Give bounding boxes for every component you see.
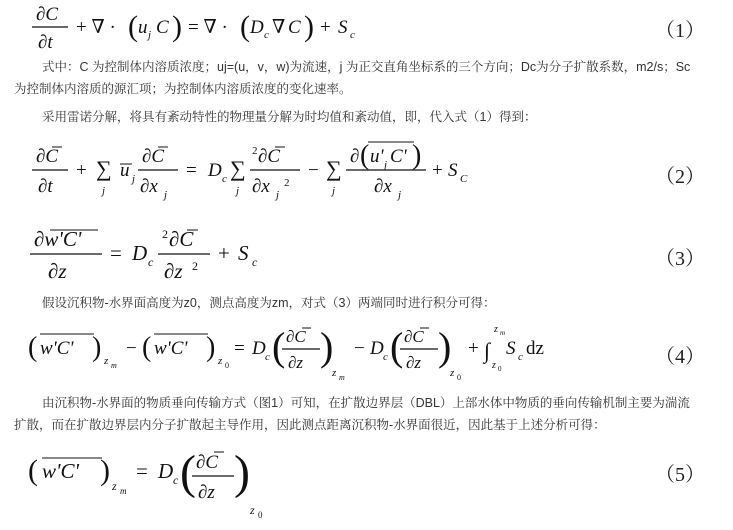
svg-text:c: c: [173, 473, 179, 487]
svg-text:u: u: [120, 160, 130, 181]
svg-text:(: (: [28, 332, 38, 363]
svg-text:∂t: ∂t: [38, 176, 53, 197]
paragraph-3-text: 假设沉积物-水界面高度为z0，测点高度为zm，对式（3）两端同时进行积分可得：: [42, 296, 496, 310]
svg-text:j: j: [148, 29, 152, 41]
svg-text:+: +: [76, 160, 87, 181]
paragraph-1-line-1: 式中：C 为控制体内溶质浓度；uj=(u，v，w)为流速，j 为正交直角坐标系的三个方向；Dc为分子扩散系数，m2/s；Sc: [42, 60, 691, 74]
svg-text:2: 2: [284, 177, 290, 189]
svg-text:S: S: [238, 241, 249, 265]
svg-text:z: z: [218, 355, 223, 367]
svg-text:m: m: [500, 329, 506, 337]
svg-text:∂t: ∂t: [38, 32, 53, 53]
paragraph-2-text: 采用雷诺分解，将具有紊动特性的物理量分解为时均值和紊动值，即，代入式（1）得到：: [42, 110, 537, 124]
equation-1-formula: [28, 0, 428, 56]
svg-text:∂w'C': ∂w'C': [34, 227, 82, 251]
svg-text:m: m: [111, 361, 117, 370]
svg-text:∂C: ∂C: [196, 452, 219, 473]
svg-text:+: +: [432, 160, 443, 181]
svg-text:=: =: [234, 338, 245, 359]
equation-2-formula: [28, 134, 488, 210]
svg-text:0: 0: [457, 373, 461, 382]
svg-text:−: −: [308, 160, 319, 181]
svg-text:D: D: [370, 338, 384, 359]
svg-text:(: (: [240, 10, 250, 43]
svg-text:j: j: [384, 159, 388, 171]
svg-text:u: u: [138, 17, 148, 38]
paragraph-4-line-2: 扩散，而在扩散边界层内分子扩散起主导作用，因此测点距离沉积物-水界面很近，因此基于上述分析可得：: [14, 418, 606, 432]
svg-text:S: S: [338, 17, 348, 38]
svg-text:w'C': w'C': [42, 459, 79, 483]
svg-text:j: j: [276, 189, 280, 201]
equation-5-number: （5）: [655, 464, 705, 486]
svg-text:z: z: [492, 360, 496, 371]
svg-text:0: 0: [225, 361, 229, 370]
svg-text:+: +: [218, 241, 230, 265]
paragraph-4: [14, 392, 724, 436]
equation-2: [0, 134, 733, 210]
svg-text:c: c: [350, 29, 355, 41]
equation-4: [0, 318, 733, 386]
svg-text:c: c: [383, 351, 388, 363]
svg-text:+: +: [320, 17, 331, 38]
svg-text:∂z: ∂z: [198, 482, 215, 503]
svg-text:): ): [438, 324, 452, 369]
svg-text:S: S: [448, 160, 458, 181]
svg-text:∂z: ∂z: [288, 353, 304, 372]
svg-text:j: j: [398, 189, 402, 201]
svg-text:D: D: [250, 17, 264, 38]
svg-text:∂z: ∂z: [406, 353, 422, 372]
svg-text:D: D: [158, 459, 174, 483]
svg-text:C: C: [288, 17, 301, 38]
equation-1-number: （1）: [655, 20, 705, 42]
svg-text:∂C: ∂C: [286, 327, 306, 346]
svg-text:z: z: [332, 367, 337, 379]
svg-text:m: m: [120, 486, 127, 496]
svg-text:m: m: [339, 373, 345, 382]
svg-text:j: j: [164, 189, 168, 201]
svg-text:z: z: [494, 324, 498, 335]
svg-text:−: −: [354, 338, 365, 359]
paragraph-1-line-2: 为控制体内溶质的源汇项；为控制体内溶质浓度的变化速率。: [14, 82, 352, 96]
svg-text:u': u': [370, 146, 384, 167]
svg-text:dz: dz: [526, 338, 544, 359]
equation-4-number: （4）: [655, 346, 705, 368]
svg-text:z: z: [104, 355, 109, 367]
svg-text:c: c: [265, 351, 270, 363]
svg-text:): ): [412, 140, 422, 171]
svg-text:∂x: ∂x: [252, 176, 270, 197]
svg-text:∂C: ∂C: [142, 146, 165, 167]
svg-text:c: c: [252, 255, 258, 269]
svg-text:(: (: [142, 332, 152, 363]
svg-text:∂C: ∂C: [36, 146, 59, 167]
svg-text:C: C: [156, 17, 169, 38]
svg-text:D: D: [208, 160, 222, 181]
svg-text:2: 2: [162, 227, 168, 241]
svg-text:∇: ∇: [272, 17, 286, 38]
svg-text:(: (: [272, 324, 286, 369]
svg-text:∑: ∑: [326, 156, 342, 181]
svg-text:z: z: [112, 479, 117, 493]
svg-text:∂x: ∂x: [140, 176, 158, 197]
svg-text:j: j: [132, 173, 136, 185]
svg-text:C: C: [460, 173, 468, 185]
svg-text:(: (: [390, 324, 404, 369]
svg-text:=: =: [186, 160, 197, 181]
svg-text:0: 0: [258, 510, 263, 520]
equation-3-number: （3）: [655, 248, 705, 270]
paragraph-4-line-1: 由沉积物-水界面的物质垂向传输方式（图1）可知，在扩散边界层（DBL）上部水体中物质的垂向传输机制主要为湍流: [42, 396, 690, 410]
svg-text:S: S: [506, 338, 516, 359]
svg-text:=: =: [136, 459, 148, 483]
svg-text:c: c: [264, 29, 269, 41]
svg-text:∫: ∫: [484, 338, 491, 363]
svg-text:∂C: ∂C: [169, 227, 194, 251]
svg-text:c: c: [222, 173, 227, 185]
svg-text:j: j: [236, 185, 240, 197]
svg-text:∂z: ∂z: [164, 259, 183, 283]
equation-3: [0, 222, 733, 286]
svg-text:): ): [172, 10, 182, 43]
svg-text:j: j: [102, 185, 106, 197]
paragraph-2: [14, 106, 724, 128]
equation-5-formula: [28, 446, 288, 526]
svg-text:∂C: ∂C: [404, 327, 424, 346]
svg-text:(: (: [28, 454, 38, 487]
svg-text:z: z: [250, 503, 255, 517]
svg-text:∂x: ∂x: [374, 176, 392, 197]
svg-text:+ ∇ ·: + ∇ ·: [76, 17, 116, 38]
equation-2-number: （2）: [655, 166, 705, 188]
svg-text:∑: ∑: [96, 156, 112, 181]
svg-text:D: D: [132, 241, 148, 265]
svg-text:0: 0: [498, 365, 502, 373]
svg-text:∑: ∑: [230, 156, 246, 181]
svg-text:): ): [100, 454, 110, 487]
equation-4-formula: [28, 318, 544, 386]
paragraph-3: [14, 292, 724, 314]
svg-text:∂C: ∂C: [36, 4, 59, 25]
svg-text:∂z: ∂z: [48, 259, 67, 283]
equation-3-formula: [28, 222, 328, 286]
svg-text:(: (: [180, 446, 196, 499]
svg-text:): ): [304, 10, 314, 43]
svg-text:): ): [206, 332, 216, 363]
svg-text:2: 2: [192, 259, 198, 273]
svg-text:c: c: [518, 351, 523, 363]
svg-text:= ∇ ·: = ∇ ·: [188, 17, 228, 38]
svg-text:z: z: [450, 367, 455, 379]
svg-text:(: (: [128, 10, 138, 43]
svg-text:(: (: [360, 140, 370, 171]
svg-text:D: D: [252, 338, 266, 359]
svg-text:=: =: [110, 241, 122, 265]
equation-5: [0, 446, 733, 526]
svg-text:): ): [234, 446, 250, 499]
svg-text:): ): [320, 324, 334, 369]
equation-1: [0, 0, 733, 56]
svg-text:C': C': [390, 146, 407, 167]
svg-text:∂C: ∂C: [258, 146, 281, 167]
svg-text:c: c: [148, 255, 154, 269]
svg-text:+: +: [468, 338, 479, 359]
svg-text:w'C': w'C': [154, 338, 188, 359]
svg-text:2: 2: [252, 145, 258, 157]
svg-text:∂: ∂: [350, 146, 360, 167]
paragraph-1: [14, 56, 724, 100]
svg-text:): ): [92, 332, 102, 363]
svg-text:−: −: [126, 338, 137, 359]
svg-text:w'C': w'C': [40, 338, 74, 359]
svg-text:j: j: [332, 185, 336, 197]
